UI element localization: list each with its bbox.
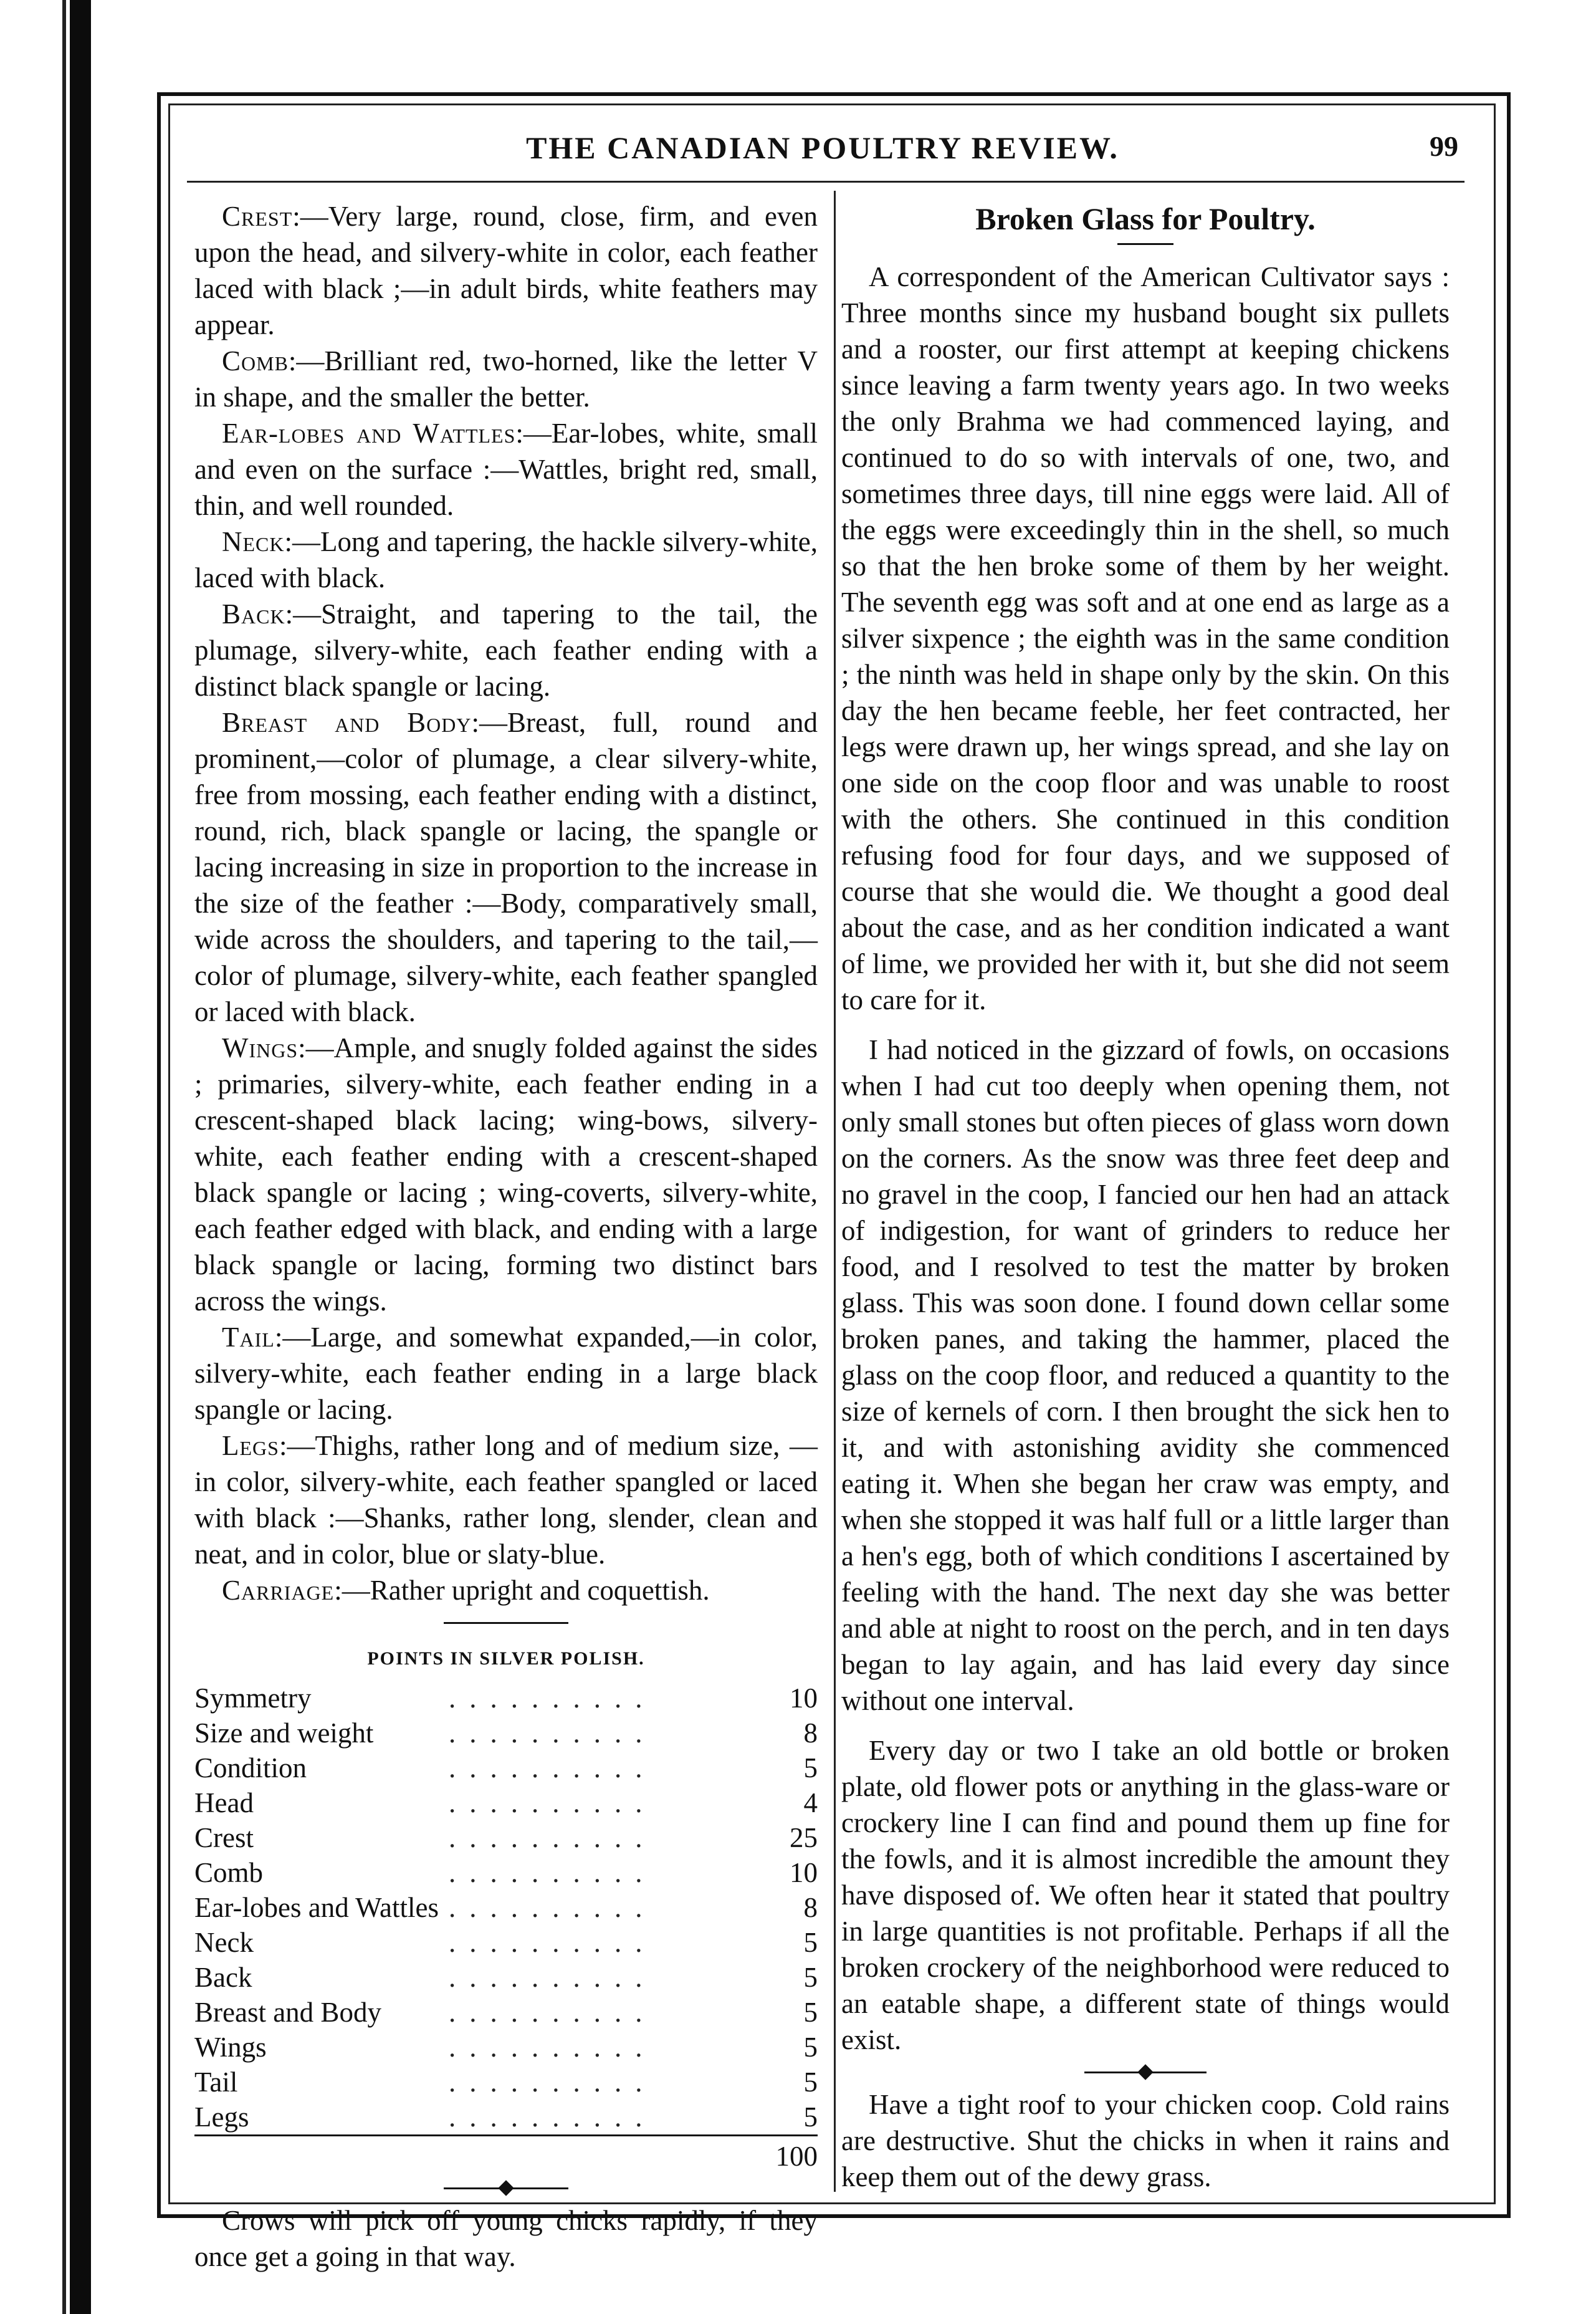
points-name: Comb	[194, 1857, 264, 1888]
leader-dots: ..........	[449, 1822, 656, 1853]
page-header	[187, 130, 1458, 175]
points-value: 5	[803, 1752, 818, 1784]
points-value: 5	[803, 2032, 818, 2063]
article-paragraph-2: I had noticed in the gizzard of fowls, on occasions when I had cut too deeply when opening them, not only small stones but often pieces of glass worn down on the corners. As the snow was three feet deep and no gravel in the coop, I fancied our hen had an attack of indigestion, for want of grinders to reduce her food, and I resolved to test the matter by broken glass. This was soon done. I found down cellar some broken panes, and taking the hammer, placed the glass on the coop floor, and reduced a quantity to the size of kernels of corn. I then brought the sick hen to it, and with astonishing avidity she commenced eating it. When she began her craw was empty, and when she stopped it was half full or a little larger than a hen's egg, both of which conditions I ascertained by feeling with the hand. The next day she was better and able at night to roost on the perch, and in ten days began to lay again, and has laid every day since without one interval.	[841, 1034, 1450, 1716]
points-name: Ear-lobes and Wattles	[194, 1892, 439, 1923]
table-row	[194, 1820, 818, 1855]
separator-diamond-icon	[1137, 2064, 1153, 2080]
points-value: 10	[790, 1683, 818, 1714]
leader-dots: ..........	[449, 1717, 656, 1749]
table-row	[194, 2100, 818, 2136]
binding-edge-bar	[70, 0, 91, 2314]
points-value: 5	[803, 2101, 818, 2133]
paragraph-text: :—Breast, full, round and prominent,—color of plumage, a clear silvery-white, free from mossing, each feather ending with a distinct, round, rich, black spangle or lacing, the spangle or lacing increasing in size in proportion to the increase in the size of the feather :—Body, comparatively small, wide across the shoulders, and tapering to the tail,—color of plumage, silvery-white, each feather spangled or laced with black.	[194, 707, 818, 1027]
points-value: 8	[803, 1717, 818, 1749]
paragraph-label: Tail	[222, 1322, 275, 1353]
header-rule	[187, 181, 1465, 183]
paragraph-label: Back	[222, 598, 285, 630]
paragraph-text: :—Rather upright and coquettish.	[334, 1575, 710, 1606]
separator-diamond-icon	[498, 2180, 514, 2196]
paragraph-text: :—Very large, round, close, firm, and even upon the head, and silvery-white in color, each feather laced with black ;—in adult birds, white feathers may appear.	[194, 201, 818, 340]
leader-dots: ..........	[449, 1927, 656, 1958]
left-column	[194, 198, 818, 2275]
paragraph-text: :—Straight, and tapering to the tail, the plumage, silvery-white, each feather ending with a distinct black spangle or lacing.	[194, 598, 818, 702]
standard-paragraph-neck	[194, 524, 818, 596]
standard-paragraph-breast-body	[194, 704, 818, 1030]
points-name: Head	[194, 1787, 254, 1818]
paragraph-text: :—Brilliant red, two-horned, like the letter V in shape, and the smaller the better.	[194, 345, 818, 413]
standard-paragraph-comb	[194, 343, 818, 415]
column-divider	[834, 191, 836, 2192]
points-value: 5	[803, 1962, 818, 1993]
table-row	[194, 1960, 818, 1995]
title-rule	[1117, 243, 1173, 245]
points-name: Condition	[194, 1752, 307, 1784]
paragraph-label: Carriage	[222, 1575, 335, 1606]
standard-paragraph-back	[194, 596, 818, 704]
paragraph-label: Comb	[222, 345, 289, 377]
table-row	[194, 1925, 818, 1960]
table-row	[194, 1681, 818, 1716]
points-value: 8	[803, 1892, 818, 1923]
paragraph-text: :—Ample, and snugly folded against the sides ; primaries, silvery-white, each feather ending in a crescent-shaped black lacing; wing-bows, silvery-white, each feather ending with a crescent-shaped black spangle or lacing ; wing-coverts, silvery-white, each feather edged with black, and ending with a large black spangle or lacing, forming two distinct bars across the wings.	[194, 1032, 818, 1317]
points-name: Wings	[194, 2032, 267, 2063]
points-table-title: POINTS IN SILVER POLISH.	[367, 1648, 645, 1669]
table-row	[194, 1995, 818, 2030]
leader-dots: ..........	[449, 2032, 656, 2063]
closing-paragraph: Have a tight roof to your chicken coop. Cold rains are destructive. Shut the chicks in when it rains and keep them out of the dewy grass.	[841, 2089, 1450, 2192]
points-name: Breast and Body	[194, 1997, 381, 2028]
section-separator	[194, 2179, 818, 2197]
right-column	[841, 198, 1450, 2195]
points-value: 10	[790, 1857, 818, 1888]
points-total-row	[194, 2136, 818, 2174]
points-name: Back	[194, 1962, 252, 1993]
paragraph-text: :—Ear-lobes, white, small and even on the surface :—Wattles, bright red, small, thin, and well rounded.	[194, 418, 818, 521]
paragraph-label: Neck	[222, 526, 285, 557]
points-name: Neck	[194, 1927, 254, 1958]
table-row	[194, 1716, 818, 1750]
points-name: Tail	[194, 2067, 238, 2098]
leader-dots: ..........	[449, 1787, 656, 1818]
points-name: Legs	[194, 2101, 249, 2133]
standard-paragraph-wings	[194, 1030, 818, 1319]
standard-paragraph-legs	[194, 1428, 818, 1572]
leader-dots: ..........	[449, 1752, 656, 1784]
standard-paragraph-tail	[194, 1319, 818, 1428]
closing-paragraph: Crows will pick off young chicks rapidly, if they once get a going in that way.	[194, 2205, 818, 2272]
paragraph-text: :—Thighs, rather long and of medium size, —in color, silvery-white, each feather spangled or laced with black :—Shanks, rather long, slender, clean and neat, and in color, blue or slaty-blue.	[194, 1430, 818, 1570]
points-name: Size and weight	[194, 1717, 374, 1749]
standard-paragraph-carriage	[194, 1572, 818, 1608]
table-row	[194, 1785, 818, 1820]
points-name: Crest	[194, 1822, 254, 1853]
article-title: Broken Glass for Poultry.	[975, 201, 1316, 236]
leader-dots: ..........	[449, 1683, 656, 1714]
section-separator	[841, 2063, 1450, 2081]
standard-paragraph-crest	[194, 198, 818, 343]
leader-dots: ..........	[449, 1997, 656, 2028]
points-total: 100	[768, 2136, 818, 2174]
page-title: THE CANADIAN POULTRY REVIEW.	[526, 130, 1119, 165]
paragraph-label: Wings	[222, 1032, 299, 1063]
section-separator	[194, 1613, 818, 1632]
standard-paragraph-ear-lobes	[194, 415, 818, 524]
leader-dots: ..........	[449, 1857, 656, 1888]
paragraph-label: Breast and Body	[222, 707, 472, 738]
page-number: 99	[1430, 130, 1458, 162]
paragraph-label: Crest	[222, 201, 293, 232]
binding-edge-thin	[62, 0, 66, 2314]
table-row	[194, 1890, 818, 1925]
article-paragraph-1: A correspondent of the American Cultivator says : Three months since my husband bought six pullets and a rooster, our first attempt at keeping chickens since leaving a farm twenty years ago. In two weeks the only Brahma we had commenced laying, and continued to do so with intervals of one, two, and sometimes three days, till nine eggs were laid. All of the eggs were exceedingly thin in the shell, so much so that the hen broke some of them by her weight. The seventh egg was soft and at one end as large as a silver sixpence ; the eighth was in the same condition ; the ninth was held in shape only by the skin. On this day the hen became feeble, her feet contracted, her legs were drawn up, her wings spread, and she lay on one side on the coop floor and was unable to roost with the others. She continued in this condition refusing food for four days, and we supposed of course that she would die. We thought a good deal about the case, and as her condition indicated a want of lime, we provided her with it, but she did not seem to care for it.	[841, 261, 1450, 1015]
leader-dots: ..........	[449, 1962, 656, 1993]
points-table	[194, 1681, 818, 2174]
leader-dots: ..........	[449, 1892, 656, 1923]
article-paragraph-3: Every day or two I take an old bottle or broken plate, old flower pots or anything in the glass-ware or crockery line I can find and pound them up fine for the fowls, and it is almost incredible the amount they have disposed of. We often hear it stated that poultry in large quantities is not profitable. Perhaps if all the broken crockery of the neighborhood were reduced to an eatable shape, a different state of things would exist.	[841, 1735, 1450, 2055]
paragraph-label: Ear-lobes and Wattles	[222, 418, 516, 449]
points-value: 4	[803, 1787, 818, 1818]
points-value: 5	[803, 2067, 818, 2098]
table-row	[194, 2030, 818, 2065]
paragraph-text: :—Long and tapering, the hackle silvery-white, laced with black.	[194, 526, 818, 593]
table-row	[194, 2065, 818, 2100]
points-value: 5	[803, 1927, 818, 1958]
paragraph-label: Legs	[222, 1430, 279, 1461]
table-row	[194, 1855, 818, 1890]
leader-dots: ..........	[449, 2101, 656, 2133]
paragraph-text: :—Large, and somewhat expanded,—in color, silvery-white, each feather ending in a large black spangle or lacing.	[194, 1322, 818, 1425]
points-value: 5	[803, 1997, 818, 2028]
separator-line	[444, 1622, 568, 1624]
points-name: Symmetry	[194, 1683, 312, 1714]
points-value: 25	[790, 1822, 818, 1853]
leader-dots: ..........	[449, 2067, 656, 2098]
table-row	[194, 1750, 818, 1785]
